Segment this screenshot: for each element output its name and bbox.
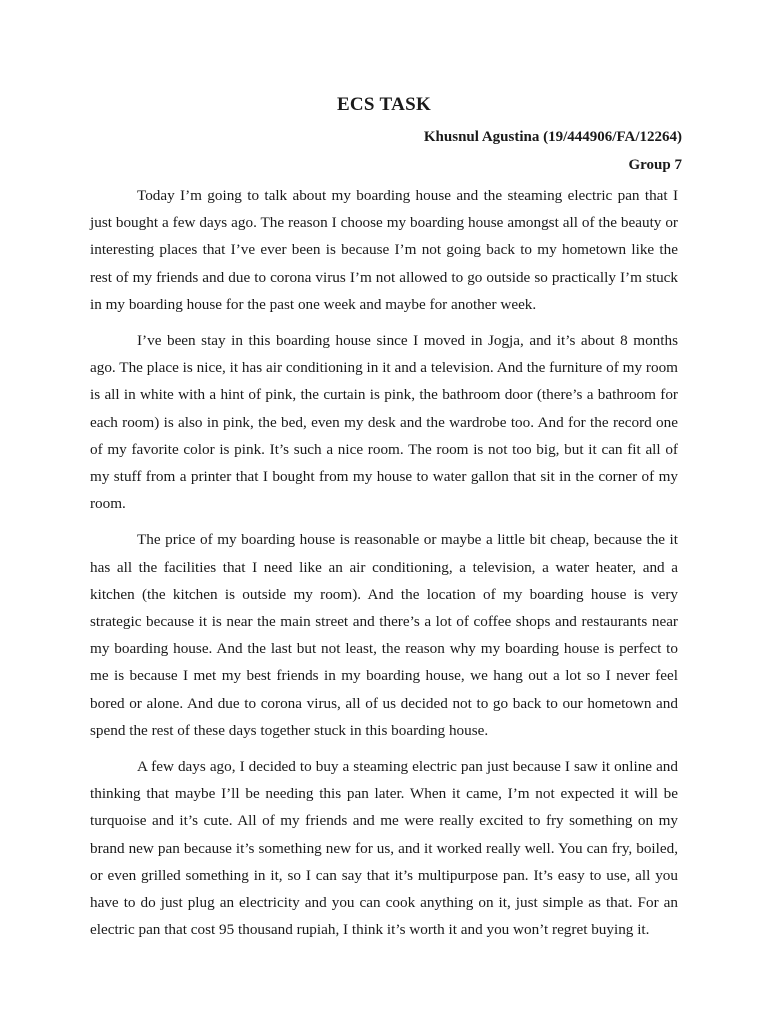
paragraph-4: A few days ago, I decided to buy a steaming electric pan just because I saw it online and thinking that maybe I’ll be needing this pan later. When it came, I’m not expected it will be turquoise and it’s cute. All of my friends and me were really excited to fry something on my brand new pan because it’s something new for us, and it worked really well. You can fry, boiled, or even grilled something in it, so I can say that it’s multipurpose pan. It’s easy to use, all you have to do just plug an electricity and you can cook anything on it, just simple as that. For an electric pan that cost 95 thousand rupiah, I think it’s worth it and you won’t regret buying it. (90, 758, 678, 939)
author-line: Khusnul Agustina (19/444906/FA/12264) (423, 129, 682, 145)
paragraph-1: Today I’m going to talk about my boarding house and the steaming electric pan that I just bought a few days ago. The reason I choose my boarding house amongst all of the beauty or interesting places that I’ve ever been is because I’m not going back to my hometown like the rest of my friends and due to corona virus I’m not allowed to go outside so practically I’m stuck in my boarding house for the past one week and maybe for another week. (90, 187, 678, 313)
document-title: ECS TASK (336, 94, 432, 115)
paragraph-3: The price of my boarding house is reasonable or maybe a little bit cheap, because the it has all the facilities that I need like an air conditioning, a television, a water heater, and a kitchen (the kitchen is outside my room). And the location of my boarding house is very strategic because it is near the main street and there’s a lot of coffee shops and restaurants near my boarding house. And the last but not least, the reason why my boarding house is perfect to me is because I met my best friends in my boarding house, we hang out a lot so I never feel bored or alone. And due to corona virus, all of us decided not to go back to our hometown and spend the rest of these days together stuck in this boarding house. (90, 531, 678, 739)
group-line: Group 7 (628, 157, 682, 173)
document-body (90, 182, 678, 952)
paragraph-2: I’ve been stay in this boarding house since I moved in Jogja, and it’s about 8 months ago. The place is nice, it has air conditioning in it and a television. And the furniture of my room is all in white with a hint of pink, the curtain is pink, the bathroom door (there’s a bathroom for each room) is also in pink, the bed, even my desk and the wardrobe too. And for the record one of my favorite color is pink. It’s such a nice room. The room is not too big, but it can fit all of my stuff from a printer that I bought from my house to water gallon that sit in the corner of my room. (90, 332, 678, 513)
